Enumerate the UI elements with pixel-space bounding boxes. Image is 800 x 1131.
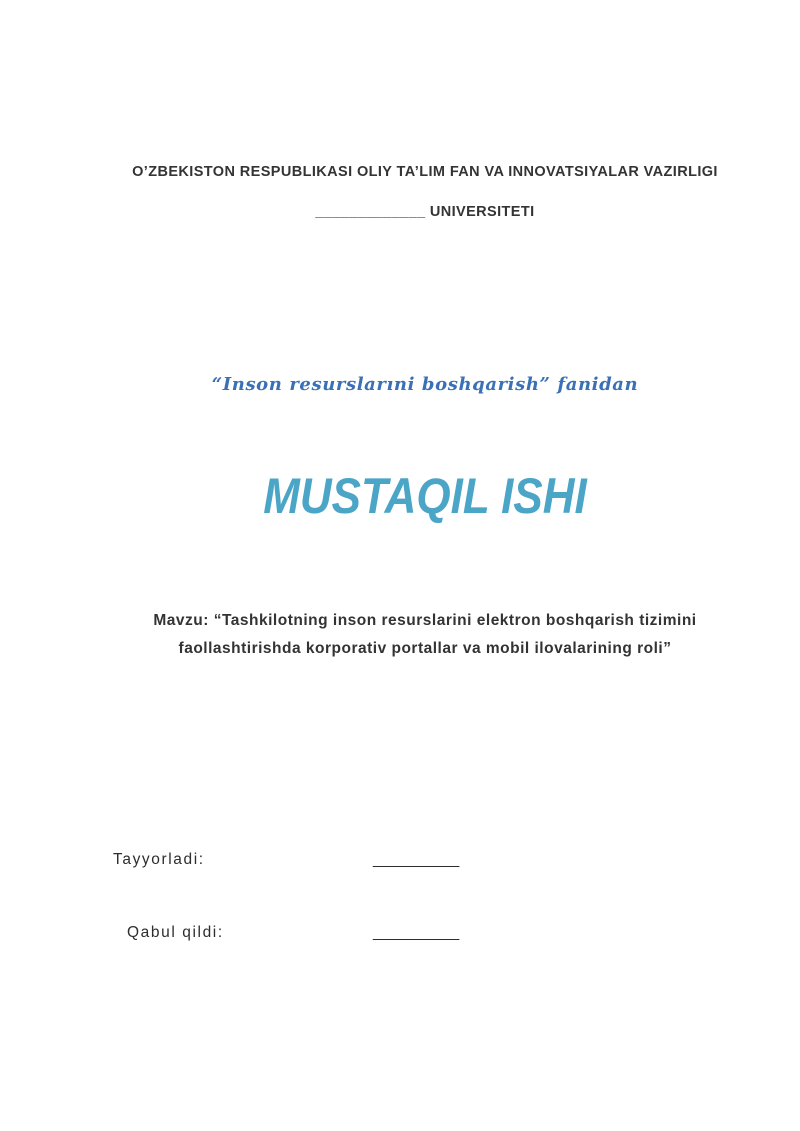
topic-line-2: faollashtirishda korporativ portallar va mobil ilovalarining roli” <box>178 640 672 657</box>
prepared-by-row <box>0 848 800 872</box>
accepted-by-label: Qabul qildi: <box>127 924 224 941</box>
prepared-by-label: Tayyorladi: <box>113 851 205 868</box>
topic-paragraph <box>60 607 790 663</box>
ministry-heading: O’ZBEKISTON RESPUBLIKASI OLIY TA’LIM FAN VA INNOVATSIYALAR VAZIRLIGI <box>132 164 718 180</box>
accepted-by-row <box>0 921 800 945</box>
accepted-by-blank: __________ <box>373 924 460 941</box>
page-title: MUSTAQIL ISHI <box>263 468 587 524</box>
subject-line: “Inson resurslarıni boshqarish” fanidan <box>211 374 639 395</box>
prepared-by-blank: __________ <box>373 851 460 868</box>
university-line: _____________ UNIVERSITETI <box>315 204 535 220</box>
topic-line-1: Mavzu: “Tashkilotning inson resurslarini elektron boshqarish tizimini <box>153 612 697 629</box>
